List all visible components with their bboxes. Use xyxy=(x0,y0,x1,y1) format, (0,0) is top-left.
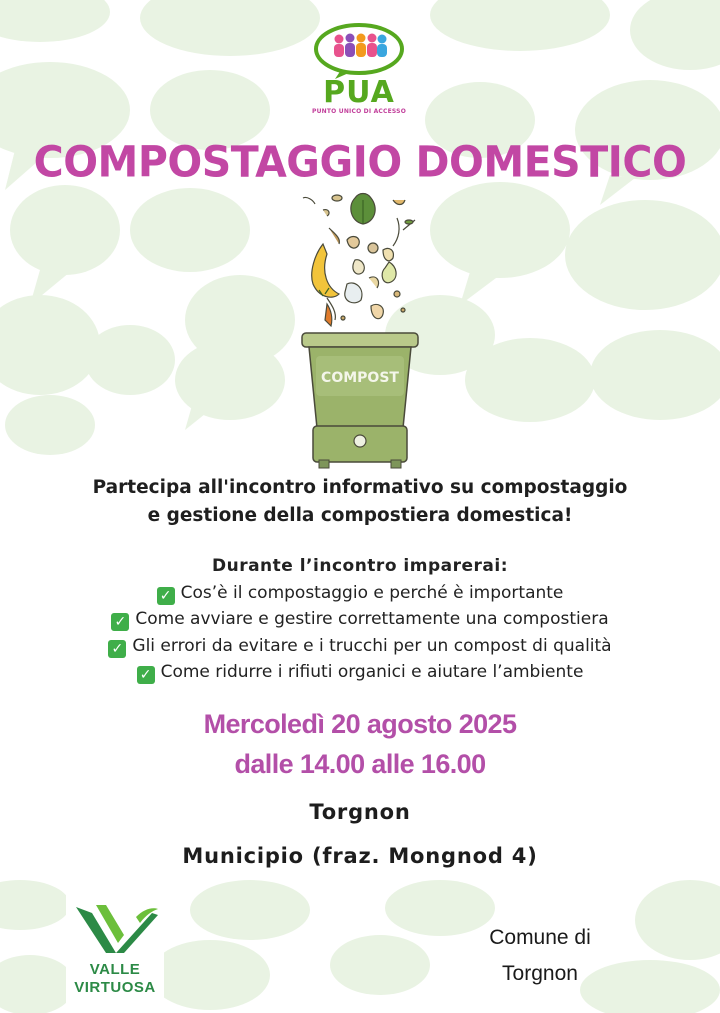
checkmark-icon: ✓ xyxy=(111,613,129,631)
intro-line-2: e gestione della compostiera domestica! xyxy=(147,505,573,526)
checkmark-icon: ✓ xyxy=(157,587,175,605)
list-item-text: Come ridurre i rifiuti organici e aiutare l’ambiente xyxy=(160,662,584,682)
intro-line-1: Partecipa all'incontro informativo su compostaggio xyxy=(92,477,628,498)
event-venue: Municipio (fraz. Mongnod 4) xyxy=(182,844,538,868)
event-datetime xyxy=(0,704,720,784)
partner-logo-line-2: VIRTUOSA xyxy=(74,979,156,996)
compost-bin-icon xyxy=(285,188,435,470)
learning-heading: Durante l’incontro imparerai: xyxy=(211,556,508,576)
list-item xyxy=(30,633,690,660)
organizer xyxy=(470,920,610,992)
intro-text xyxy=(40,474,680,530)
list-item xyxy=(30,659,690,686)
list-item-text: Gli errori da evitare e i trucchi per un compost di qualità xyxy=(132,635,612,656)
event-date: Mercoledì 20 agosto 2025 xyxy=(203,709,517,739)
organizer-line-1: Comune di xyxy=(489,926,591,949)
list-item-text: Cos’è il compostaggio e perché è importante xyxy=(180,582,564,603)
bin-label: COMPOST xyxy=(321,370,399,386)
page-title: COMPOSTAGGIO DOMESTICO xyxy=(33,136,687,188)
partner-logo-line-1: VALLE xyxy=(89,961,141,978)
list-item xyxy=(30,606,690,633)
list-item-text: Come avviare e gestire correttamente una compostiera xyxy=(135,609,609,629)
learning-list xyxy=(30,553,690,686)
logo-subtitle: PUNTO UNICO DI ACCESSO xyxy=(311,108,407,115)
logo-wordmark: PUA xyxy=(323,75,395,110)
pua-logo xyxy=(300,22,418,130)
people-speech-bubble-icon xyxy=(313,22,405,80)
checkmark-icon: ✓ xyxy=(137,666,155,684)
event-town: Torgnon xyxy=(309,800,411,824)
checkmark-icon: ✓ xyxy=(108,640,126,658)
list-item xyxy=(30,580,690,607)
partner-logo-text xyxy=(66,961,164,997)
event-time: dalle 14.00 alle 16.00 xyxy=(234,749,486,779)
valle-virtuosa-logo xyxy=(66,895,164,1005)
valle-virtuosa-mark-icon xyxy=(66,895,164,959)
organizer-line-2: Torgnon xyxy=(502,962,578,985)
